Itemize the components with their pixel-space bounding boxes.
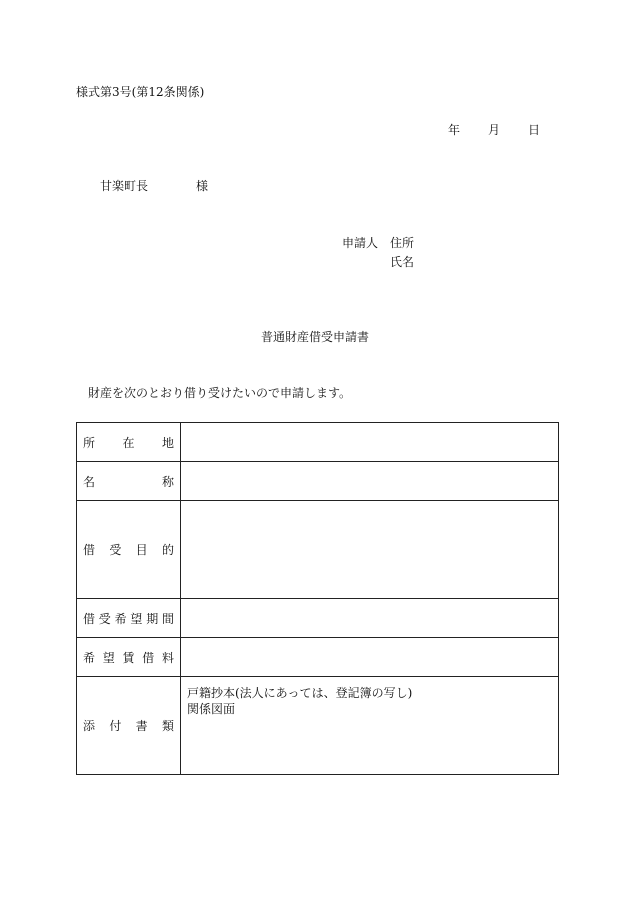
- date-month-label: 月: [488, 123, 501, 137]
- table-row-rent: [77, 638, 559, 677]
- addressee: [100, 180, 208, 192]
- value-location[interactable]: [181, 423, 559, 462]
- table-row-purpose: [77, 501, 559, 599]
- label-char: 望: [102, 650, 115, 665]
- intro-text: 財産を次のとおり借り受けたいので申請します。: [88, 386, 352, 400]
- date-year-label: 年: [448, 123, 461, 137]
- attachment-item: 戸籍抄本(法人にあっては、登記簿の写し): [187, 686, 413, 700]
- label-char: 料: [161, 650, 174, 665]
- label-char: 間: [161, 611, 174, 626]
- table-row-period: [77, 599, 559, 638]
- application-form-table: [76, 422, 559, 775]
- label-char: 称: [161, 474, 174, 489]
- label-char: 受: [109, 543, 122, 557]
- table-row-location: [77, 423, 559, 462]
- label-char: 目: [135, 543, 148, 557]
- label-char: 名: [83, 474, 96, 489]
- label-char: 借: [83, 543, 96, 557]
- applicant-name-label: 氏名: [390, 255, 415, 269]
- addressee-honorific: 様: [196, 179, 209, 193]
- attachment-item: 関係図面: [187, 702, 236, 716]
- value-rent[interactable]: [181, 638, 559, 677]
- label-char: 付: [109, 719, 122, 733]
- label-char: 賃: [122, 650, 135, 665]
- label-char: 所: [83, 435, 96, 450]
- label-purpose: [77, 501, 181, 599]
- label-attachments: [77, 677, 181, 775]
- label-char: 借: [142, 650, 155, 665]
- document-title: 普通財産借受申請書: [260, 330, 369, 344]
- date-day-label: 日: [528, 123, 541, 137]
- label-char: 希: [83, 650, 96, 665]
- label-name: [77, 462, 181, 501]
- label-char: 受: [98, 611, 111, 626]
- addressee-name: 甘楽町長: [100, 179, 149, 193]
- value-purpose[interactable]: [181, 501, 559, 599]
- label-char: 望: [130, 611, 143, 626]
- date-line: [448, 124, 540, 136]
- label-char: 在: [122, 435, 135, 450]
- form-number: 様式第3号(第12条関係): [76, 85, 205, 99]
- table-row-attachments: [77, 677, 559, 775]
- applicant-label: 申請人: [342, 236, 379, 250]
- label-char: 期: [146, 611, 159, 626]
- value-name[interactable]: [181, 462, 559, 501]
- table-row-name: [77, 462, 559, 501]
- label-char: 借: [83, 611, 96, 626]
- label-location: [77, 423, 181, 462]
- value-period[interactable]: [181, 599, 559, 638]
- label-char: 添: [83, 719, 96, 733]
- label-rent: [77, 638, 181, 677]
- label-char: 地: [161, 435, 174, 450]
- value-attachments: [181, 677, 559, 775]
- label-char: 類: [161, 719, 174, 733]
- label-char: 書: [135, 719, 148, 733]
- applicant-address-label: 住所: [390, 236, 415, 250]
- label-char: 希: [114, 611, 127, 626]
- label-period: [77, 599, 181, 638]
- label-char: 的: [161, 543, 174, 557]
- applicant-block: [342, 237, 414, 249]
